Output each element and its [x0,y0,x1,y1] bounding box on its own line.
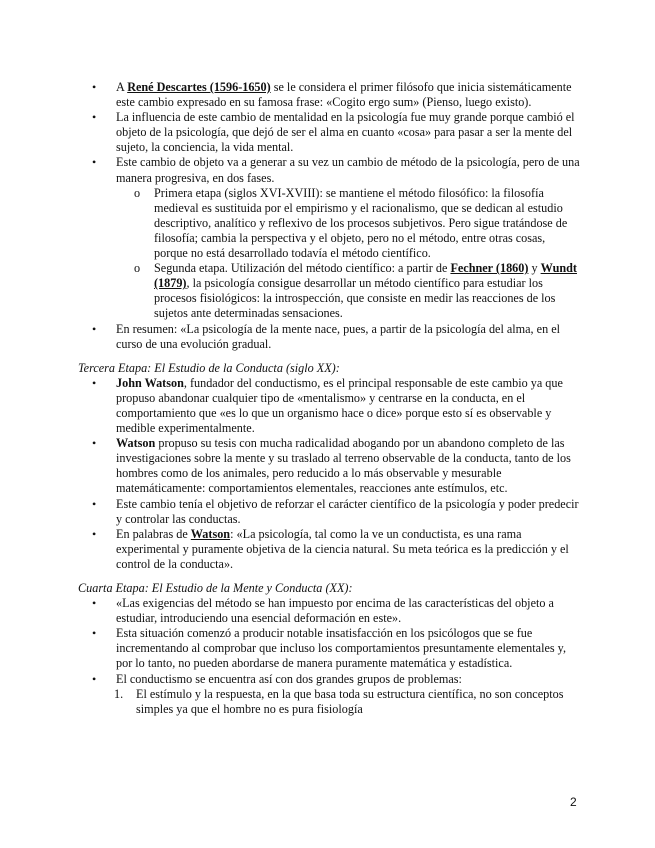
bullet-icon: • [92,155,97,170]
bullet-icon: • [92,80,97,94]
list-item: • El conductismo se encuentra así con dos grandes grupos de problemas: [92,671,462,686]
person-name: Wundt (1879) [154,261,577,291]
person-name: Fechner (1860) [450,261,529,276]
list-item: • La influencia de este cambio de mentalidad en la psicología fue muy grande porque cambió el objeto de la psicología, que dejó de ser el alma en cuanto «cosa» para pasar a ser la mente del sujeto, la conciencia, la vida mental. [92,110,575,155]
item-number: 1. [114,686,124,701]
list-item: • Este cambio tenía el objetivo de reforzar el carácter científico de la psicología y poder predecir y controlar las conductas. [92,496,579,526]
list-item: • Esta situación comenzó a producir notable insatisfacción en los psicólogos que se fue incrementando al comprobar que incluso los comportamientos presuntamente elementales y, por lo tanto, no pueden abordarse de manera puramente matemática y estadística. [92,626,567,671]
person-name: Watson [116,436,156,451]
person-name: John Watson [116,375,184,390]
bullet-icon: • [92,375,97,390]
bullet-icon: • [92,671,97,686]
bullet-icon: • [92,596,97,611]
list-item: • «Las exigencias del método se han impuesto por encima de las características del objeto a estudiar, introduciendo una esencial deformación en este». [92,596,554,626]
bullet-icon: • [92,496,97,511]
numbered-item: 1. El estímulo y la respuesta, en la que basa toda su estructura científica, no son conceptos simples ya que el hombre no es pura fisiología [114,686,564,716]
list-item: • Watson propuso su tesis con mucha radicalidad abogando por un abandono completo de las investigaciones sobre la mente y su traslado al terreno observable de la conducta, tanto de los hombres como de los animales, pero reducido a lo más observable y mesurable matemáticamente: comportamientos elementales, reacciones ante estímulos, etc. [92,436,571,496]
list-item: • Este cambio de objeto va a generar a su vez un cambio de método de la psicología, pero de una manera progresiva, en dos fases. [92,155,580,185]
section-heading: Tercera Etapa: El Estudio de la Conducta (siglo XX): [78,360,340,375]
sub-list-item: o Primera etapa (siglos XVI-XVIII): se mantiene el método filosófico: la filosofía medieval es sustituida por el empirismo y el racionalismo, que se dedican al estudio descriptivo, analítico y reflexivo de los procesos subjetivos. Pero sigue tratándose de filosofía; cambia la perspectiva y el objeto, pero no el método, entre otras cosas, porque no está desarrollado todavía el método científico. [134,185,568,261]
page-number: 2 [570,795,577,809]
list-item: • A René Descartes (1596-1650) se le considera el primer filósofo que inicia sistemáticamente este cambio expresado en su famosa frase: «Cogito ergo sum» (Pienso, luego existo). [92,80,572,110]
list-item: • En palabras de Watson: «La psicología, tal como la ve un conductista, es una rama experimental y puramente objetiva de la ciencia natural. Su meta teórica es la predicción y el control de la conducta». [92,526,569,571]
bullet-icon: • [92,626,97,641]
person-name: René Descartes (1596-1650) [127,80,271,94]
circle-bullet-icon: o [134,185,141,200]
bullet-icon: • [92,110,97,125]
list-item: • John Watson, fundador del conductismo, es el principal responsable de este cambio ya que propuso abandonar cualquier tipo de «mentalismo» y centrarse en la conducta, en el comportamiento que «es lo que un organismo hace o dice» porque esto sí es observable y medible experimentalmente. [92,375,563,436]
bullet-icon: • [92,526,97,541]
document-body [78,80,580,717]
sub-list-item: o Segunda etapa. Utilización del método científico: a partir de Fechner (1860) y Wundt (1879), la psicología consigue desarrollar un método científico para estudiar los procesos fisiológicos: la introspección, que consiste en medir las reacciones de los sujetos ante determinadas sensaciones. [134,261,577,321]
person-name: Watson [190,526,231,541]
list-item: • En resumen: «La psicología de la mente nace, pues, a partir de la psicología del alma, en el curso de una evolución gradual. [92,321,560,351]
circle-bullet-icon: o [134,261,141,276]
bullet-icon: • [92,436,97,451]
section-heading: Cuarta Etapa: El Estudio de la Mente y Conducta (XX): [78,581,353,595]
bullet-icon: • [92,321,97,336]
